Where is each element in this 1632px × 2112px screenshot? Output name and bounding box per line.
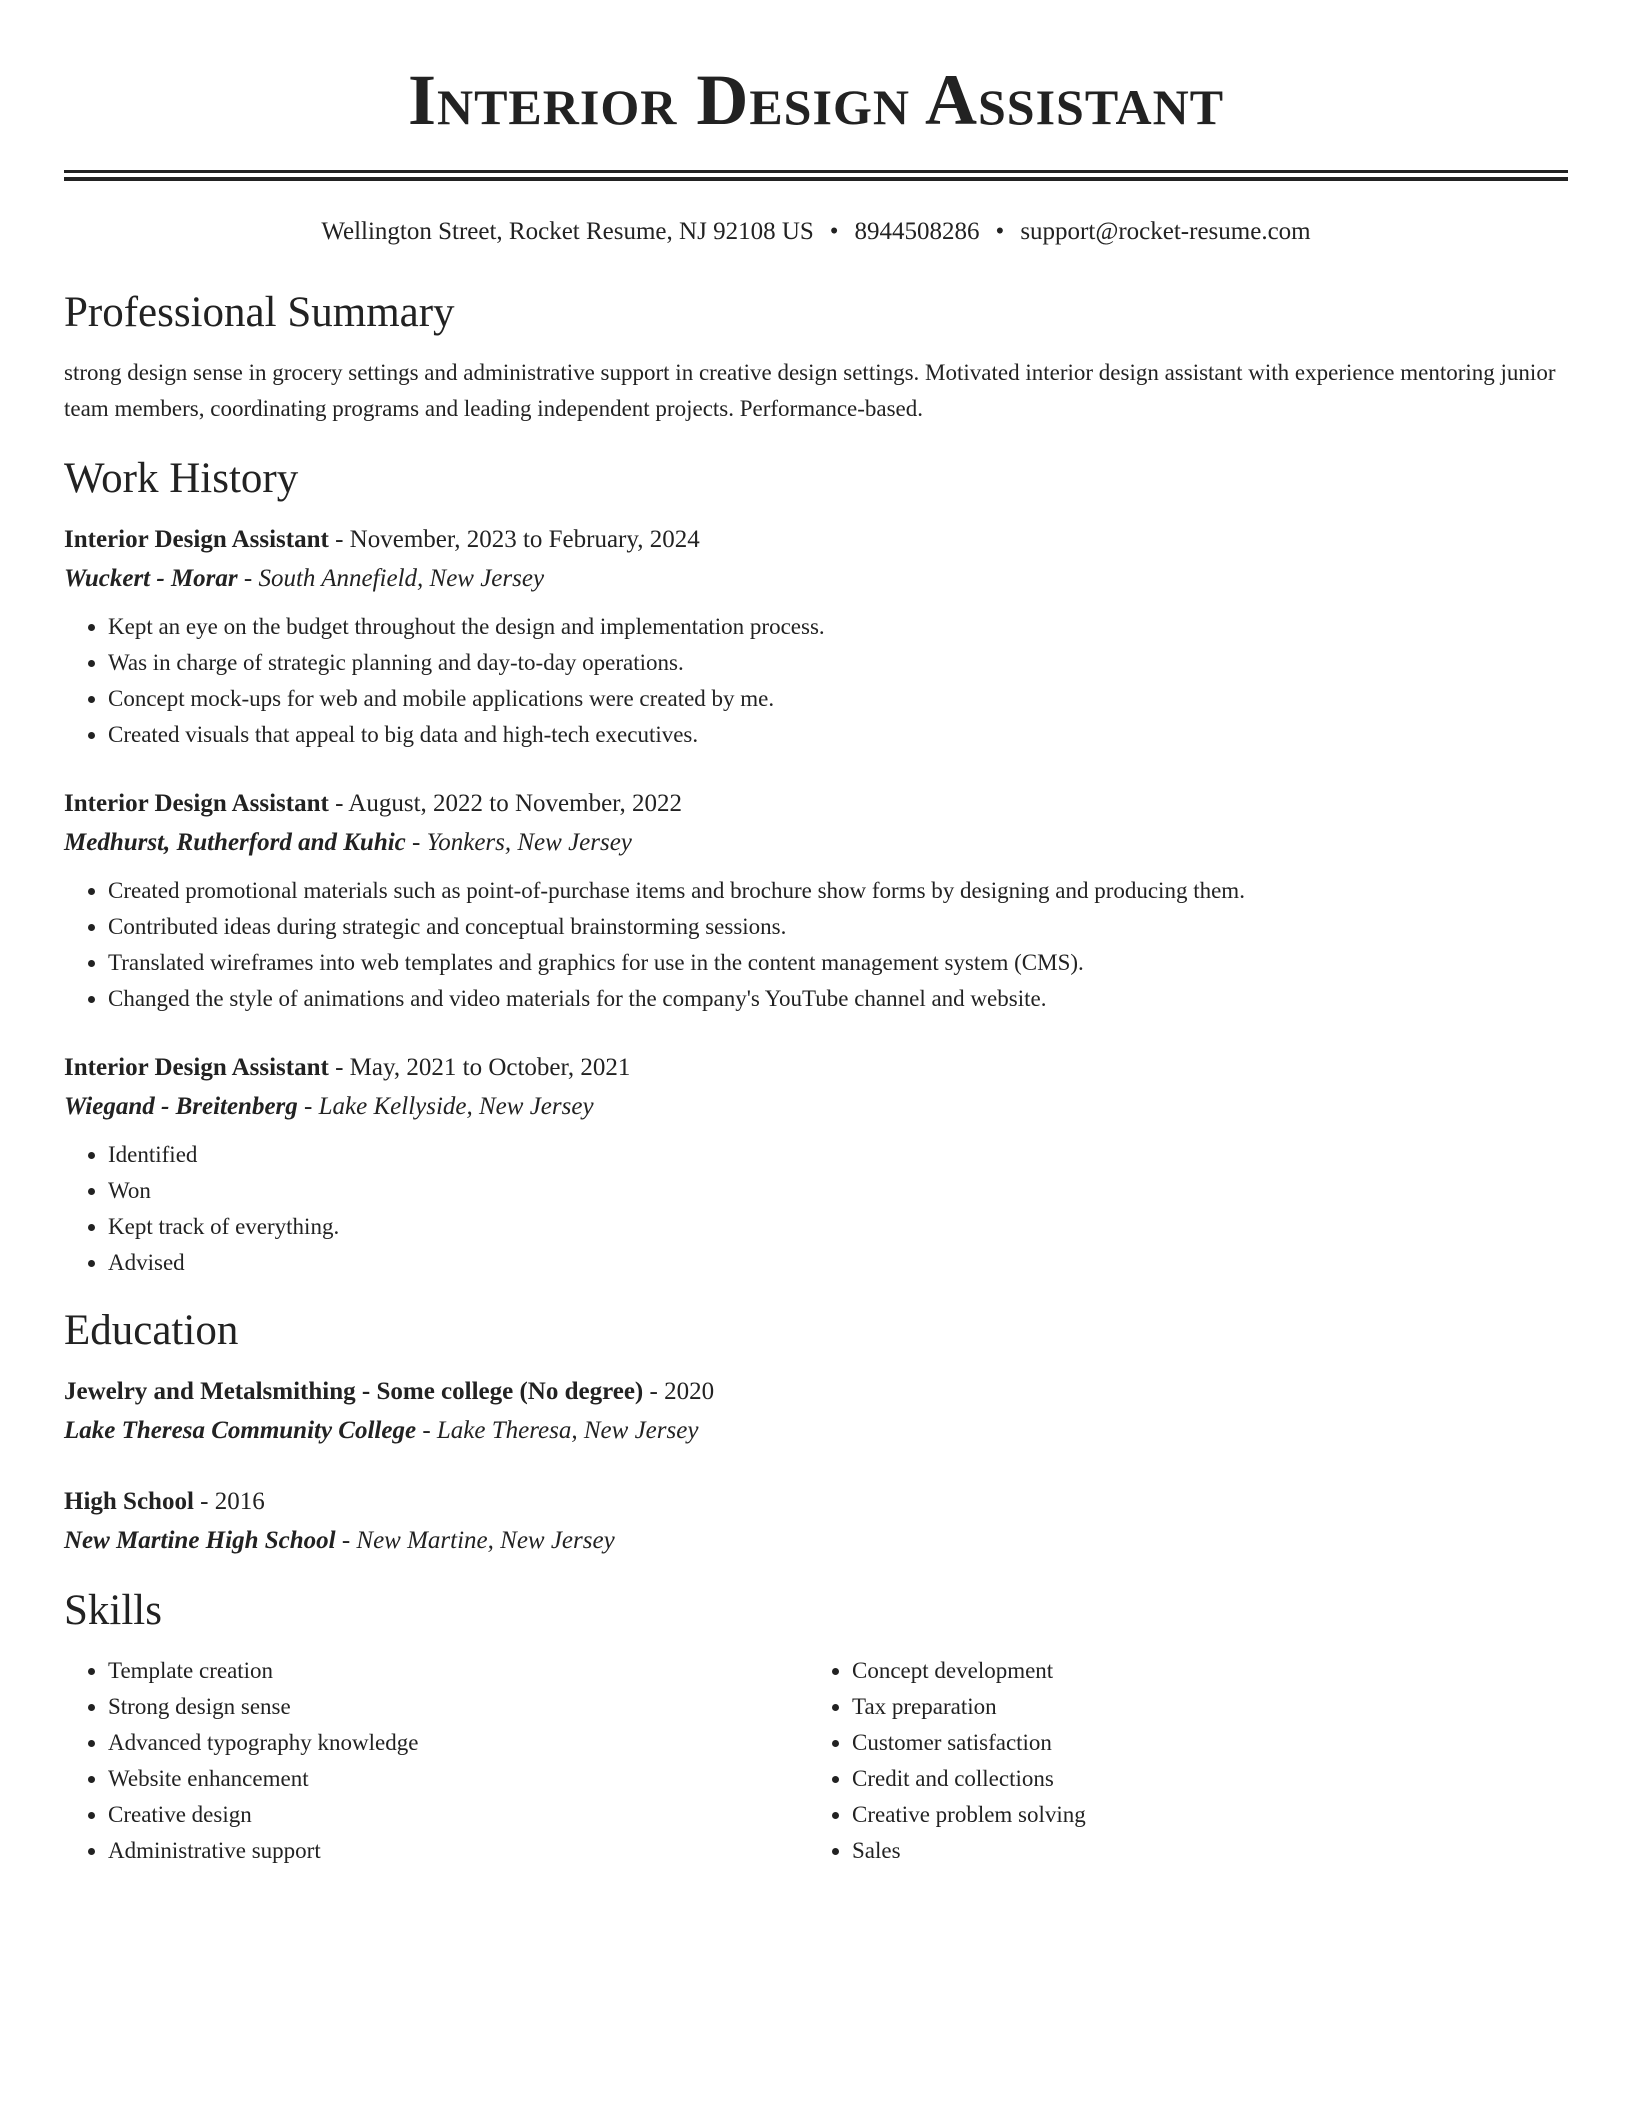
job-bullets (64, 609, 1568, 753)
job-company-line: Wuckert - Morar - South Annefield, New Jersey (64, 565, 545, 592)
summary-text: strong design sense in grocery settings and administrative support in creative design settings. Motivated interior design assistant with experience mentoring junior team members, coordinating programs and leading independent projects. Performance-based. (64, 360, 1556, 421)
job-company: Wiegand - Breitenberg (64, 1093, 298, 1120)
job-entry (64, 1049, 1568, 1281)
list-item: • Advised (108, 1245, 1568, 1281)
summary-section (64, 287, 1568, 427)
skill-item: • Credit and collections (852, 1761, 1552, 1797)
education-location: New Martine, New Jersey (356, 1527, 615, 1554)
candidate-title: Interior Design Assistant (407, 60, 1225, 140)
skill-item: • Administrative support (108, 1833, 808, 1869)
education-school-line: Lake Theresa Community College - Lake Theresa, New Jersey (64, 1417, 699, 1444)
contact-separator: • (995, 218, 1005, 245)
list-item: • Changed the style of animations and video materials for the company's YouTube channel and website. (108, 981, 1568, 1017)
education-year: 2016 (214, 1488, 265, 1515)
contact-line (64, 215, 1568, 249)
education-school: New Martine High School (64, 1527, 336, 1554)
education-heading: Education (64, 1307, 239, 1354)
education-school-line: New Martine High School - New Martine, New Jersey (64, 1527, 615, 1554)
skill-item: • Customer satisfaction (852, 1725, 1552, 1761)
list-item: • Created promotional materials such as point-of-purchase items and brochure show forms by designing and producing them. (108, 873, 1568, 909)
education-degree: High School (64, 1488, 194, 1515)
skills-grid (64, 1653, 1568, 1869)
job-title-line: Interior Design Assistant - November, 2023 to February, 2024 (64, 526, 700, 553)
work-history-section (64, 453, 1568, 1281)
contact-separator: • (829, 218, 839, 245)
job-title-line: Interior Design Assistant - May, 2021 to October, 2021 (64, 1054, 631, 1081)
job-bullets (64, 873, 1568, 1017)
summary-heading: Professional Summary (64, 289, 455, 336)
job-location: Yonkers, New Jersey (426, 829, 632, 856)
skill-item: • Strong design sense (108, 1689, 808, 1725)
skill-item: • Sales (852, 1833, 1552, 1869)
skill-item: • Tax preparation (852, 1689, 1552, 1725)
contact-phone: 8944508286 (854, 218, 980, 245)
skill-item: • Concept development (852, 1653, 1552, 1689)
skill-item: • Creative problem solving (852, 1797, 1552, 1833)
job-entry (64, 521, 1568, 753)
header-double-rule (64, 170, 1568, 181)
education-degree-line: High School - 2016 (64, 1488, 265, 1515)
list-item: • Concept mock-ups for web and mobile applications were created by me. (108, 681, 1568, 717)
education-location: Lake Theresa, New Jersey (436, 1417, 699, 1444)
list-item: • Identified (108, 1137, 1568, 1173)
job-dates: November, 2023 to February, 2024 (349, 526, 700, 553)
skill-item: • Advanced typography knowledge (108, 1725, 808, 1761)
education-degree-line: Jewelry and Metalsmithing - Some college (No degree) - 2020 (64, 1378, 715, 1405)
skills-section (64, 1585, 1568, 1869)
education-entry (64, 1483, 1568, 1561)
list-item: • Kept an eye on the budget throughout the design and implementation process. (108, 609, 1568, 645)
list-item: • Won (108, 1173, 1568, 1209)
job-location: Lake Kellyside, New Jersey (318, 1093, 594, 1120)
job-company-line: Medhurst, Rutherford and Kuhic - Yonkers, New Jersey (64, 829, 632, 856)
skill-item: • Website enhancement (108, 1761, 808, 1797)
skills-heading: Skills (64, 1587, 162, 1634)
work-history-heading: Work History (64, 455, 299, 502)
contact-email: support@rocket-resume.com (1020, 218, 1311, 245)
education-section (64, 1305, 1568, 1561)
list-item: • Created visuals that appeal to big data and high-tech executives. (108, 717, 1568, 753)
list-item: • Kept track of everything. (108, 1209, 1568, 1245)
job-bullets (64, 1137, 1568, 1281)
job-role: Interior Design Assistant (64, 790, 329, 817)
job-company: Wuckert - Morar (64, 565, 238, 592)
education-degree: Jewelry and Metalsmithing - Some college (No degree) (64, 1378, 644, 1405)
skill-item: • Creative design (108, 1797, 808, 1833)
list-item: • Contributed ideas during strategic and conceptual brainstorming sessions. (108, 909, 1568, 945)
job-location: South Annefield, New Jersey (258, 565, 545, 592)
education-year: 2020 (664, 1378, 715, 1405)
job-company: Medhurst, Rutherford and Kuhic (64, 829, 406, 856)
list-item: • Translated wireframes into web templates and graphics for use in the content management system (CMS). (108, 945, 1568, 981)
skills-right-column (808, 1653, 1552, 1869)
job-title-line: Interior Design Assistant - August, 2022 to November, 2022 (64, 790, 682, 817)
contact-address: Wellington Street, Rocket Resume, NJ 92108 US (321, 218, 814, 245)
job-entry (64, 785, 1568, 1017)
education-school: Lake Theresa Community College (64, 1417, 417, 1444)
job-dates: May, 2021 to October, 2021 (349, 1054, 631, 1081)
job-dates: August, 2022 to November, 2022 (348, 790, 682, 817)
education-entry (64, 1373, 1568, 1451)
job-company-line: Wiegand - Breitenberg - Lake Kellyside, New Jersey (64, 1093, 594, 1120)
job-role: Interior Design Assistant (64, 526, 329, 553)
list-item: • Was in charge of strategic planning and day-to-day operations. (108, 645, 1568, 681)
skill-item: • Template creation (108, 1653, 808, 1689)
skills-left-column (64, 1653, 808, 1869)
job-role: Interior Design Assistant (64, 1054, 329, 1081)
